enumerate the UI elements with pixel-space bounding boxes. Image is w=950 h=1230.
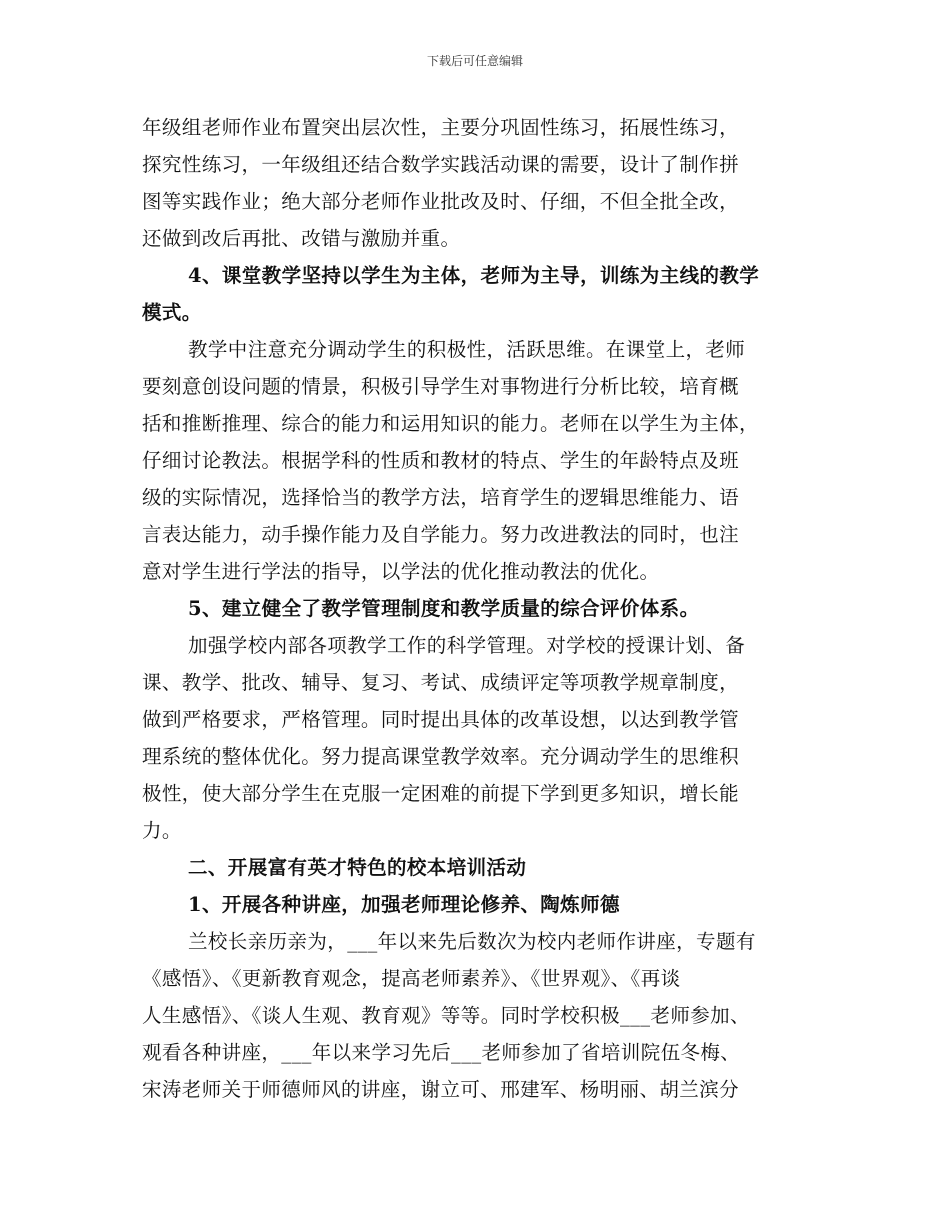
body-text-line: 意对学生进行学法的指导，以学法的优化推动教法的优化。 — [142, 560, 660, 583]
body-text-line: 理系统的整体优化。努力提高课堂教学效率。充分调动学生的思维积 — [142, 745, 740, 768]
body-text-line: 还做到改后再批、改错与激励并重。 — [142, 227, 461, 250]
body-text-line: 加强学校内部各项教学工作的科学管理。对学校的授课计划、备 — [188, 634, 746, 657]
body-text-line: 探究性练习，一年级组还结合数学实践活动课的需要，设计了制作拼 — [142, 153, 740, 176]
body-text-line: 年级组老师作业布置突出层次性，主要分巩固性练习，拓展性练习， — [142, 116, 740, 139]
body-text-line: 人生感悟》、《谈人生观、教育观》等等。同时学校积极___老师参加、 — [142, 1004, 750, 1027]
body-text-line: 教学中注意充分调动学生的积极性，活跃思维。在课堂上，老师 — [188, 338, 746, 361]
body-text-line: 要刻意创设问题的情景，积极引导学生对事物进行分析比较，培育概 — [142, 375, 740, 398]
section-heading-line: 1、开展各种讲座，加强老师理论修养、陶炼师德 — [188, 893, 620, 916]
body-text-line: 图等实践作业；绝大部分老师作业批改及时、仔细，不但全批全改， — [142, 190, 740, 213]
body-text-line: 宋涛老师关于师德师风的讲座，谢立可、邢建军、杨明丽、胡兰滨分 — [142, 1078, 740, 1101]
document-body — [142, 109, 832, 1108]
body-text-line: 级的实际情况，选择恰当的教学方法，培育学生的逻辑思维能力、语 — [142, 486, 740, 509]
section-heading-line: 模式。 — [142, 301, 202, 324]
body-text-line: 仔细讨论教法。根据学科的性质和教材的特点、学生的年龄特点及班 — [142, 449, 740, 472]
page-header: 下载后可任意编辑 — [426, 54, 523, 68]
body-text-line: 括和推断推理、综合的能力和运用知识的能力。老师在以学生为主体， — [142, 412, 759, 435]
section-heading-line: 4、课堂教学坚持以学生为主体，老师为主导，训练为主线的教学 — [188, 264, 760, 287]
body-text-line: 做到严格要求，严格管理。同时提出具体的改革设想，以达到教学管 — [142, 708, 740, 731]
body-text-line: 力。 — [142, 819, 182, 842]
section-heading-line: 二、开展富有英才特色的校本培训活动 — [188, 856, 527, 879]
body-text-line: 极性，使大部分学生在克服一定困难的前提下学到更多知识，增长能 — [142, 782, 740, 805]
body-text-line: 兰校长亲历亲为，___年以来先后数次为校内老师作讲座，专题有 — [188, 930, 756, 953]
body-text-line: 《感悟》、《更新教育观念，提高老师素养》、《世界观》、《再谈 — [142, 967, 681, 990]
body-text-line: 课、教学、批改、辅导、复习、考试、成绩评定等项教学规章制度， — [142, 671, 740, 694]
body-text-line: 言表达能力，动手操作能力及自学能力。努力改进教法的同时，也注 — [142, 523, 740, 546]
section-heading-line: 5、建立健全了教学管理制度和教学质量的综合评价体系。 — [188, 597, 700, 620]
body-text-line: 观看各种讲座，___年以来学习先后___老师参加了省培训院伍冬梅、 — [142, 1041, 741, 1064]
